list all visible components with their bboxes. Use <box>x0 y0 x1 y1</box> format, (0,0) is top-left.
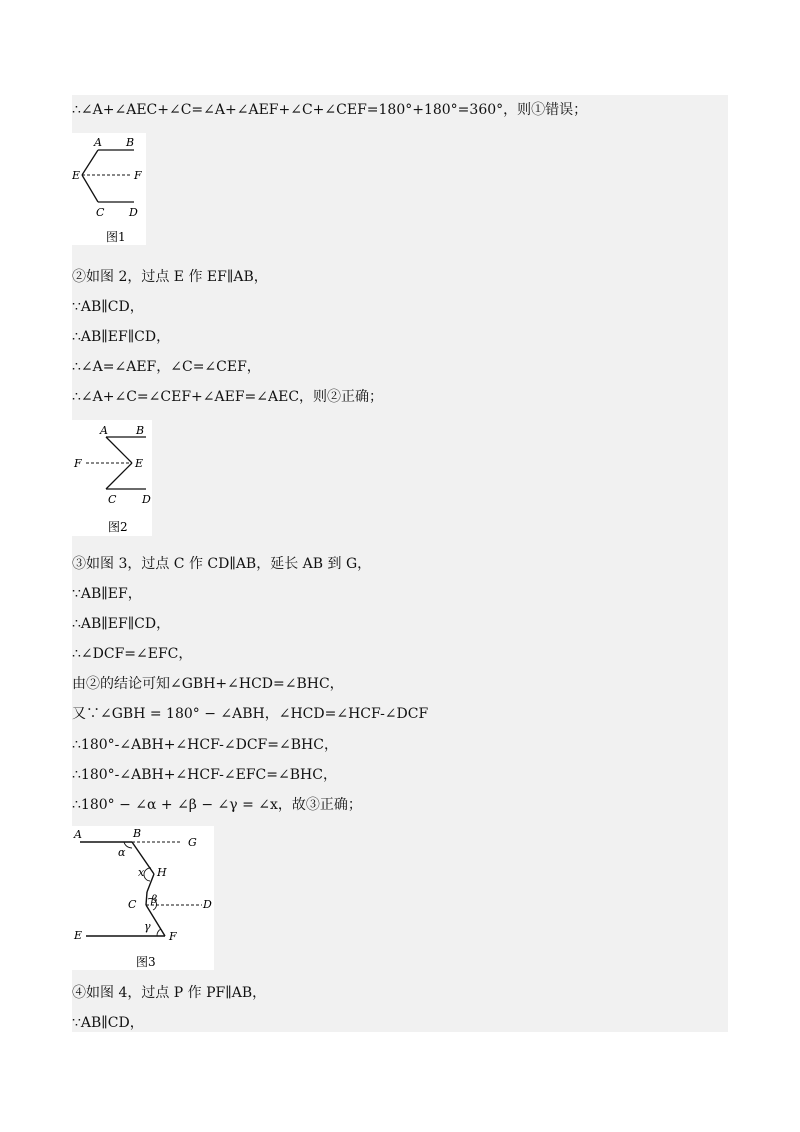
fig1-label-D: D <box>129 206 138 219</box>
fig2-label-F: F <box>74 457 82 470</box>
fig3-label-B: B <box>133 827 142 840</box>
proof-line-15: ∴180° − ∠α + ∠β − ∠γ = ∠x，故③正确； <box>72 797 362 813</box>
proof-line-8: ∵AB∥EF， <box>72 586 142 602</box>
fig1-label-B: B <box>126 136 135 149</box>
fig2-caption: 图2 <box>108 520 128 534</box>
proof-line-5: ∴∠A=∠AEF，∠C=∠CEF， <box>72 359 261 375</box>
figure-1 <box>72 133 146 245</box>
figure-2 <box>72 420 152 536</box>
proof-line-9: ∴AB∥EF∥CD， <box>72 616 171 632</box>
fig3-label-C: C <box>128 898 137 911</box>
fig3-label-A: A <box>74 828 82 841</box>
proof-line-4: ∴AB∥EF∥CD， <box>72 329 171 345</box>
proof-line-3: ∵AB∥CD， <box>72 299 144 315</box>
proof-line-12: 又∵∠GBH = 180° − ∠ABH，∠HCD=∠HCF-∠DCF <box>72 706 429 722</box>
fig2-label-A: A <box>100 424 108 437</box>
fig1-label-F: F <box>134 169 142 182</box>
fig3-caption: 图3 <box>136 955 156 969</box>
proof-line-11: 由②的结论可知∠GBH+∠HCD=∠BHC， <box>72 676 344 692</box>
fig3-label-alpha: α <box>118 846 126 859</box>
fig3-label-E: E <box>74 929 83 942</box>
proof-line-17: ∵AB∥CD， <box>72 1015 144 1031</box>
fig2-label-C: C <box>108 493 117 506</box>
fig3-label-D: D <box>203 898 212 911</box>
fig3-label-x: x <box>138 866 145 879</box>
fig1-label-A: A <box>94 136 102 149</box>
fig3-label-beta: β <box>151 893 158 906</box>
proof-line-13: ∴180°-∠ABH+∠HCF-∠DCF=∠BHC， <box>72 737 338 753</box>
proof-line-2: ②如图 2，过点 E 作 EF∥AB， <box>72 269 268 285</box>
fig1-caption: 图1 <box>106 230 126 244</box>
fig3-label-H: H <box>157 866 167 879</box>
fig3-label-G: G <box>188 836 197 849</box>
fig2-label-D: D <box>142 493 151 506</box>
proof-line-14: ∴180°-∠ABH+∠HCF-∠EFC=∠BHC， <box>72 767 337 783</box>
fig3-label-gamma: γ <box>144 920 151 933</box>
fig3-label-F: F <box>169 930 177 943</box>
proof-line-1: ∴∠A+∠AEC+∠C=∠A+∠AEF+∠C+∠CEF=180°+180°=360°，则①错误； <box>72 102 588 118</box>
proof-line-6: ∴∠A+∠C=∠CEF+∠AEF=∠AEC，则②正确； <box>72 389 384 405</box>
fig1-label-E: E <box>72 169 81 182</box>
fig1-label-C: C <box>96 206 105 219</box>
fig2-label-E: E <box>135 457 144 470</box>
proof-line-7: ③如图 3，过点 C 作 CD∥AB，延长 AB 到 G， <box>72 556 372 572</box>
fig2-label-B: B <box>136 424 145 437</box>
figure-3 <box>72 826 214 970</box>
proof-line-10: ∴∠DCF=∠EFC， <box>72 646 193 662</box>
proof-line-16: ④如图 4，过点 P 作 PF∥AB， <box>72 985 267 1001</box>
